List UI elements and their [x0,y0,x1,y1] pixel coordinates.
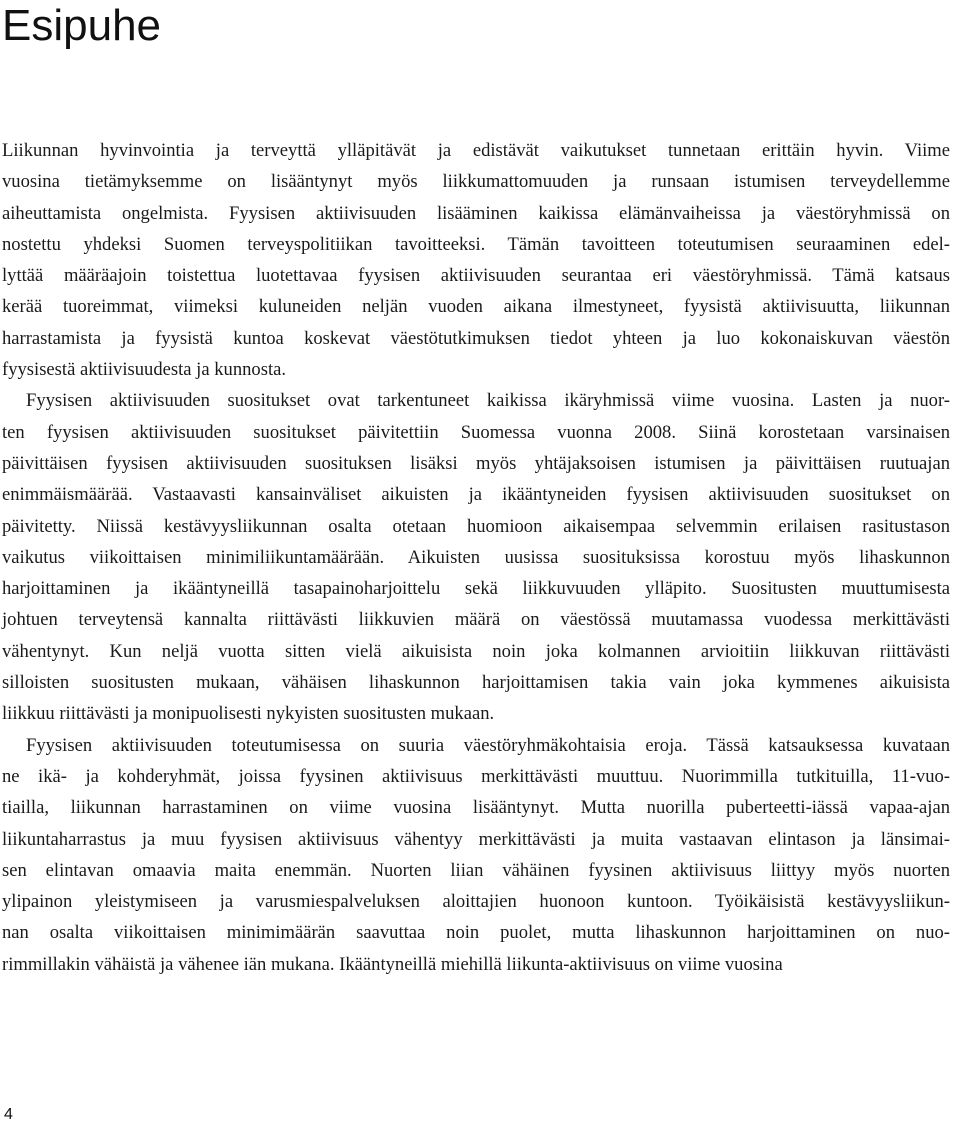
text-line: Liikunnan hyvinvointia ja terveyttä ylläpitävät ja edistävät vaikutukset tunnetaan erittäin hyvin. Viime [2,140,950,161]
text-line: vaikutus viikoittaisen minimiliikuntamäärään. Aikuisten uusissa suosituksissa korostuu myös lihaskunnon [2,546,950,568]
text-line: enimmäismäärää. Vastaavasti kansainväliset aikuisten ja ikääntyneiden fyysisen aktiivisuuden suositukset on [2,484,950,506]
text-line: tiailla, liikunnan harrastaminen on viime vuosina lisääntynyt. Mutta nuorilla puberteetti-iässä vapaa-ajan [2,797,950,819]
text-line: johtuen terveytensä kannalta riittävästi liikkuvien määrä on väestössä muutamassa vuodessa merkittävästi [2,609,950,631]
text-line: liikuntaharrastus ja muu fyysisen aktiivisuus vähentyy merkittävästi ja muita vastaavan elintason ja länsimai- [2,828,950,850]
text-line: ylipainon yleistymiseen ja varusmiespalveluksen aloittajien huonoon kuntoon. Työikäisistä kestävyysliikun- [2,891,950,913]
text-line: päivitetty. Niissä kestävyysliikunnan osalta otetaan huomioon aikaisempaa selvemmin erilaisen rasitustason [2,515,950,537]
paragraph-3 [2,730,950,980]
text-line: ne ikä- ja kohderyhmät, joissa fyysinen aktiivisuus merkittävästi muuttuu. Nuorimmilla tutkituilla, 11-vuo- [2,765,950,787]
text-line: aiheuttamista ongelmista. Fyysisen aktiivisuuden lisääminen kaikissa elämänvaiheissa ja väestöryhmissä on [2,202,950,224]
text-line: harjoittaminen ja ikääntyneillä tasapainoharjoittelu sekä liikkuvuuden ylläpito. Suositusten muuttumisesta [2,578,950,600]
text-line: kerää tuoreimmat, viimeksi kuluneiden neljän vuoden aikana ilmestyneet, fyysistä aktiivisuutta, liikunnan [2,296,950,318]
page-title: Esipuhe [2,1,162,50]
text-line: vähentynyt. Kun neljä vuotta sitten vielä aikuisista noin joka kolmannen arvioitiin liikkuvan riittävästi [2,640,950,662]
text-line: lyttää määräajoin toistettua luotettavaa fyysisen aktiivisuuden seurantaa eri väestöryhmissä. Tämä katsaus [2,265,950,287]
text-line: ten fyysisen aktiivisuuden suositukset päivitettiin Suomessa vuonna 2008. Siinä korostetaan varsinaisen [2,421,950,443]
body-text [2,135,950,980]
page-number: 4 [4,1106,13,1123]
text-line: rimmillakin vähäistä ja vähenee iän mukana. Ikääntyneillä miehillä liikunta-aktiivisuus on viime vuosina [2,953,783,975]
text-line: harrastamista ja fyysistä kuntoa koskevat väestötutkimuksen tiedot yhteen ja luo kokonaiskuvan väestön [2,327,950,349]
paragraph-1 [2,135,950,385]
paragraph-2 [2,385,950,729]
text-line: fyysisestä aktiivisuudesta ja kunnosta. [2,359,287,381]
text-line: nostettu yhdeksi Suomen terveyspolitiikan tavoitteeksi. Tämän tavoitteen toteutumisen seuraaminen edel- [2,233,950,255]
text-line: vuosina tietämyksemme on lisääntynyt myös liikkumattomuuden ja runsaan istumisen terveydellemme [2,171,950,193]
text-line: nan osalta viikoittaisen minimimäärän saavuttaa noin puolet, mutta lihaskunnon harjoittaminen on nuo- [2,922,950,944]
text-line: Fyysisen aktiivisuuden suositukset ovat tarkentuneet kaikissa ikäryhmissä viime vuosina. Lasten ja nuor- [26,390,950,412]
text-line: liikkuu riittävästi ja monipuolisesti nykyisten suositusten mukaan. [2,703,495,725]
text-line: Fyysisen aktiivisuuden toteutumisessa on suuria väestöryhmäkohtaisia eroja. Tässä katsauksessa kuvataan [26,734,950,756]
text-line: sen elintavan omaavia maita enemmän. Nuorten liian vähäinen fyysinen aktiivisuus liittyy myös nuorten [2,859,950,881]
text-line: silloisten suositusten mukaan, vähäisen lihaskunnon harjoittamisen takia vain joka kymmenes aikuisista [2,672,950,694]
text-line: päivittäisen fyysisen aktiivisuuden suosituksen lisäksi myös yhtäjaksoisen istumisen ja päivittäisen ruutuajan [2,452,950,474]
